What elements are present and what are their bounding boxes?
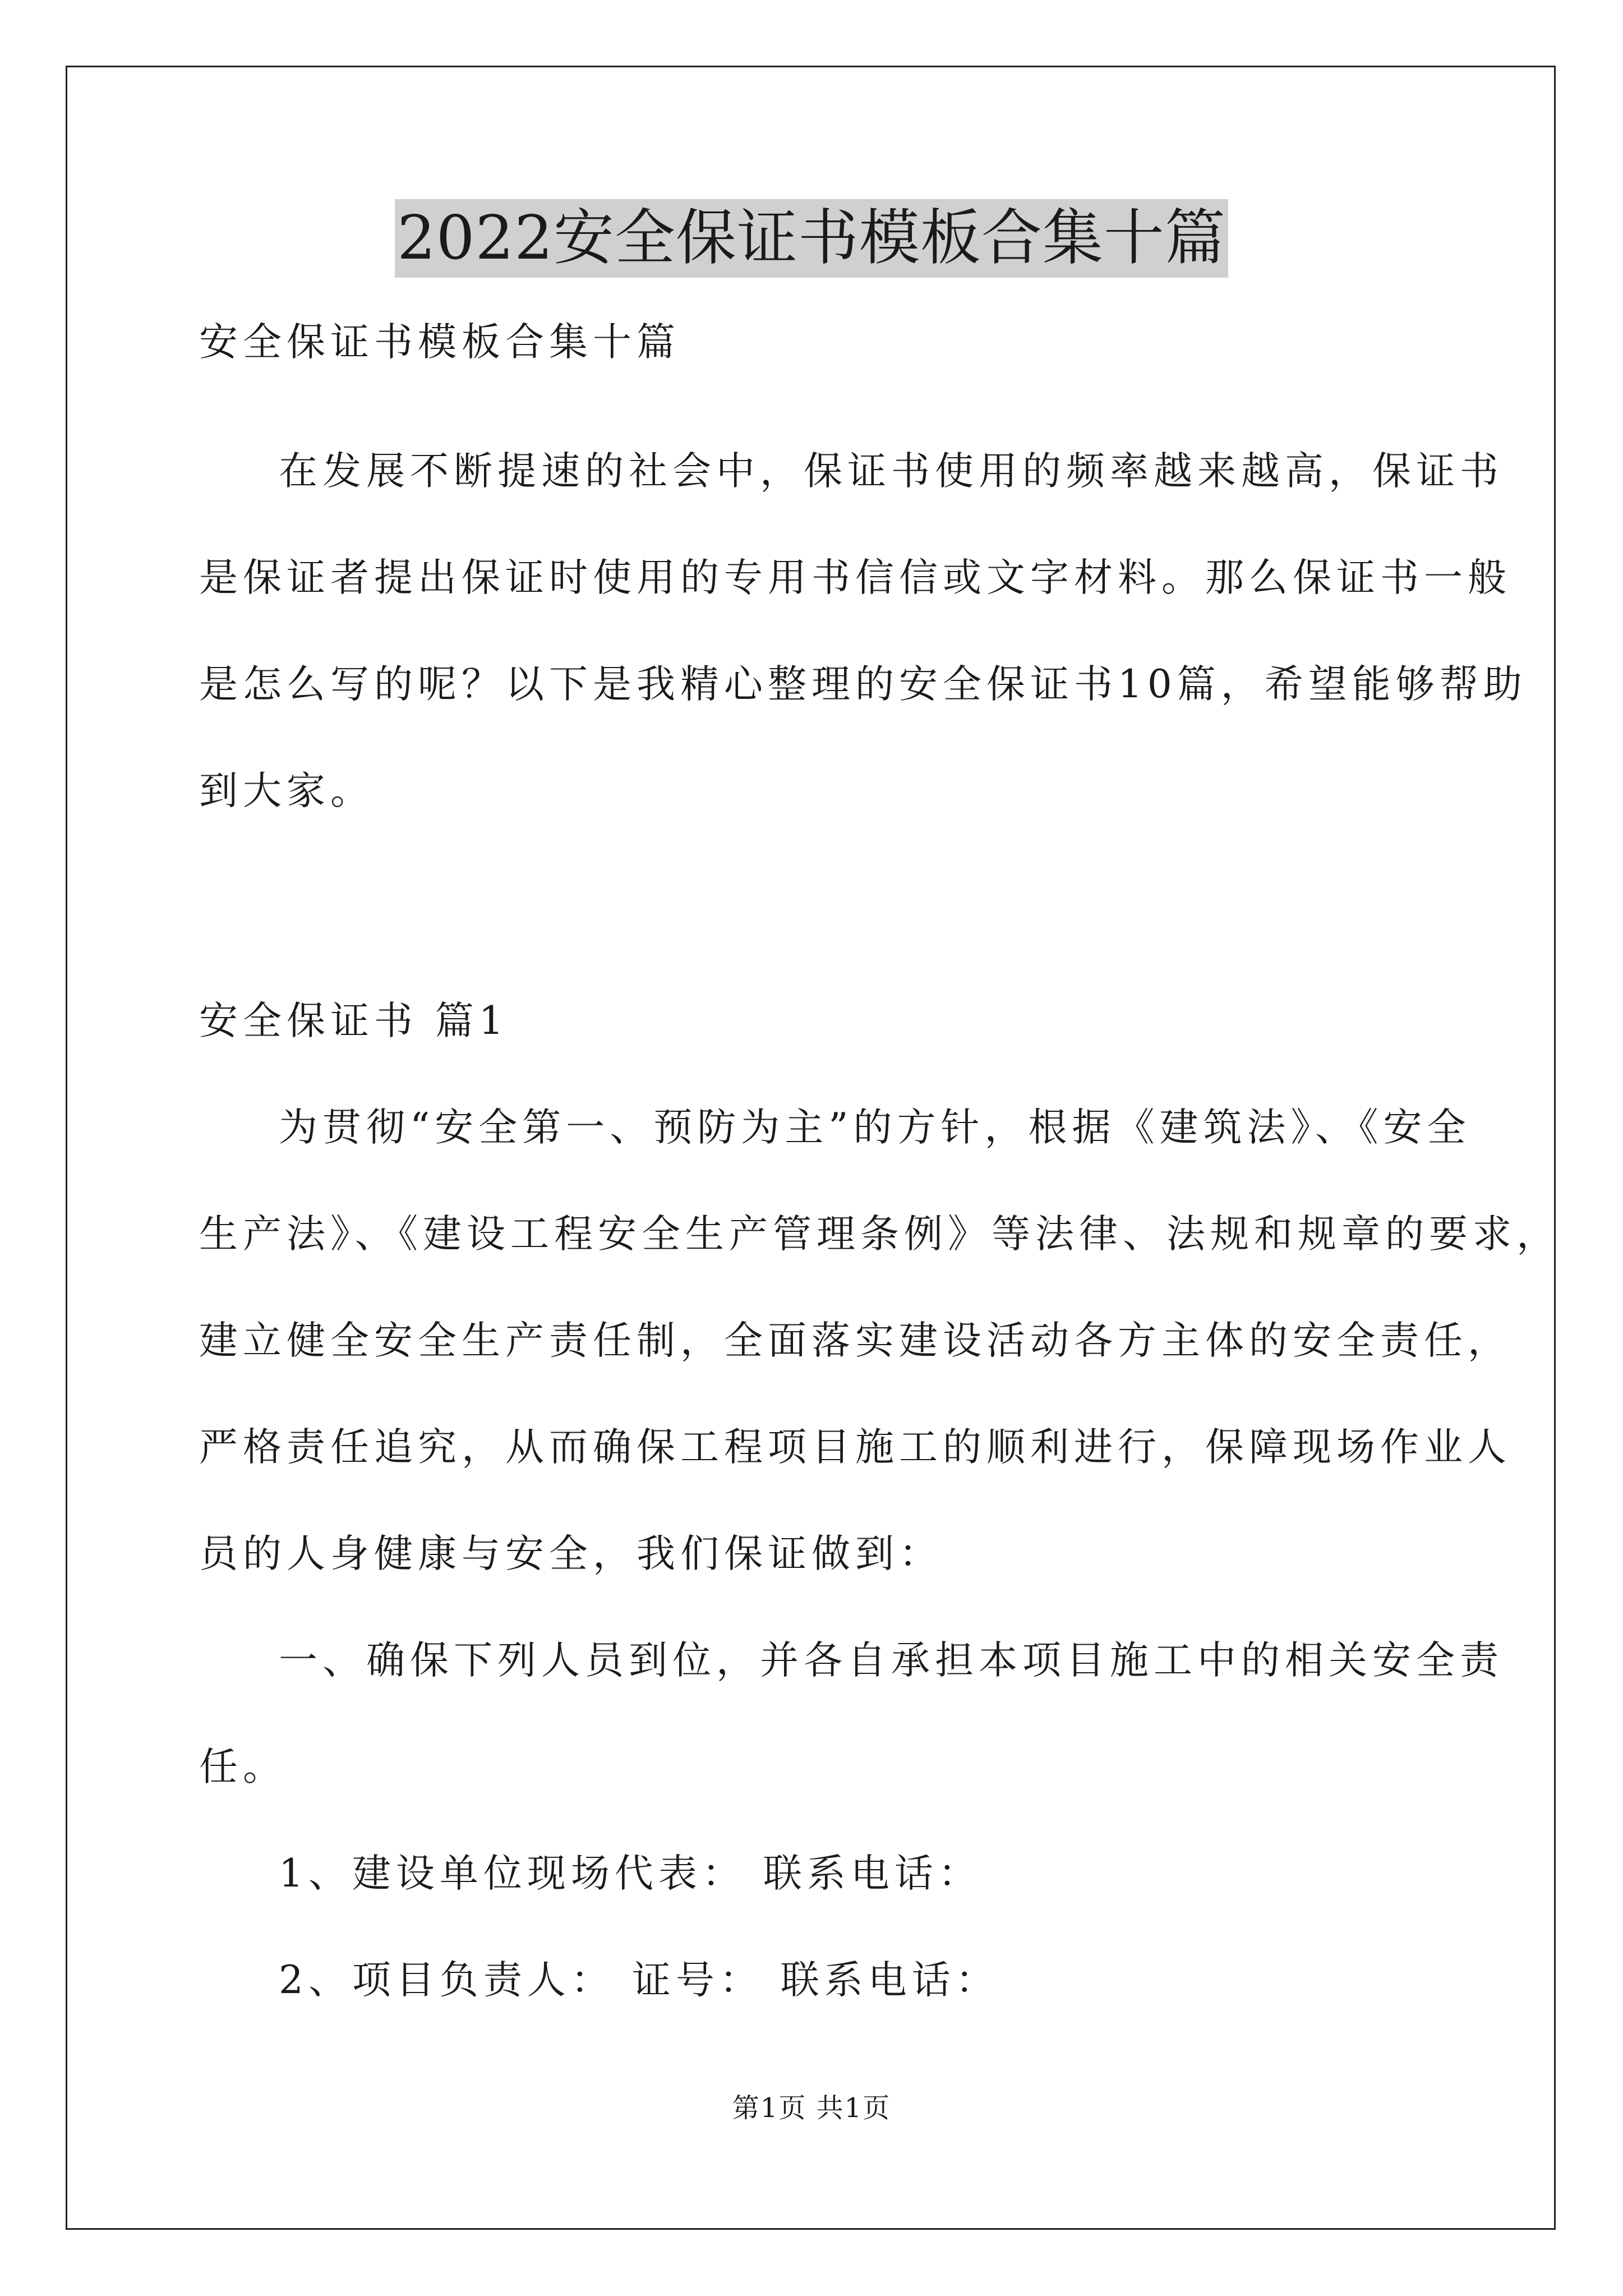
section-heading: 安全保证书 篇1 [199,999,509,1043]
title-wrap [0,199,1623,278]
paragraph-line: 建立健全安全生产责任制，全面落实建设活动各方主体的安全责任， [199,1318,1511,1363]
paragraph-line: 是怎么写的呢？以下是我精心整理的安全保证书10篇，希望能够帮助 [199,662,1527,707]
paragraph-line: 生产法》、《建设工程安全生产管理条例》等法律、法规和规章的要求， [199,1212,1560,1257]
paragraph-line: 是保证者提出保证时使用的专用书信信或文字材料。那么保证书一般 [199,555,1511,600]
paragraph-line: 任。 [199,1745,287,1789]
subtitle-line: 安全保证书模板合集十篇 [199,320,680,365]
paragraph-line: 到大家。 [199,769,374,813]
list-item: 2、项目负责人： 证号： 联系电话： [279,1958,999,2003]
paragraph-line: 严格责任追究，从而确保工程项目施工的顺利进行，保障现场作业人 [199,1425,1511,1470]
paragraph-line: 一、确保下列人员到位，并各自承担本项目施工中的相关安全责 [279,1638,1504,1683]
page-footer: 第1页 共1页 [732,2092,891,2124]
list-item: 1、建设单位现场代表： 联系电话： [279,1851,982,1896]
paragraph-line: 员的人身健康与安全，我们保证做到： [199,1531,943,1576]
paragraph-line: 在发展不断提速的社会中，保证书使用的频率越来越高，保证书 [279,449,1504,494]
document-title: 2022安全保证书模板合集十篇 [395,199,1228,278]
paragraph-line: 为贯彻“安全第一、预防为主”的方针，根据《建筑法》、《安全 [279,1105,1471,1150]
